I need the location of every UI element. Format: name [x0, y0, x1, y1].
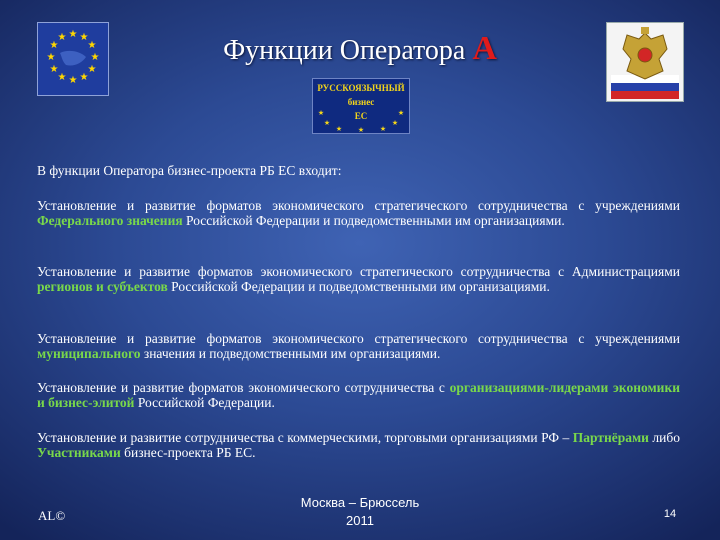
svg-text:★: ★ [87, 40, 97, 51]
intro-text: В функции Оператора бизнес-проекта РБ ЕС входит: [37, 163, 342, 178]
highlight-participants: Участниками [37, 445, 121, 460]
highlight-federal: Федерального значения [37, 213, 183, 228]
russian-emblem-icon [606, 22, 684, 102]
svg-text:★: ★ [49, 64, 59, 75]
title-main: Функции Оператора [223, 35, 466, 66]
page-number: 14 [663, 508, 677, 520]
svg-text:★: ★ [335, 125, 343, 133]
highlight-partners: Партнёрами [572, 430, 649, 445]
function-item-2: Установление и развитие форматов экономического стратегического сотрудничества с Администрациями регионов и субъектов Российской Федерации и подведомственными им организациями. [37, 264, 680, 294]
svg-text:★: ★ [357, 126, 365, 133]
svg-text:★: ★ [87, 64, 97, 75]
footer-location-year [260, 494, 460, 530]
highlight-municipal: муниципального [37, 346, 141, 361]
svg-text:★: ★ [90, 52, 100, 63]
highlight-regions: регионов и субъектов [37, 279, 168, 294]
footer-year: 2011 [346, 513, 374, 528]
russian-business-eu-logo [312, 78, 410, 134]
logo-line-2: бизнес [347, 97, 375, 107]
svg-text:★: ★ [57, 72, 67, 83]
svg-text:★: ★ [317, 109, 325, 117]
logo-line-3: ЕС [354, 111, 368, 121]
svg-text:★: ★ [391, 119, 399, 127]
svg-text:★: ★ [68, 29, 78, 40]
footer-author: AL© [38, 508, 66, 523]
svg-text:★: ★ [79, 32, 89, 43]
svg-text:★: ★ [379, 125, 387, 133]
svg-text:★: ★ [49, 40, 59, 51]
function-item-3: Установление и развитие форматов экономического стратегического сотрудничества с учреждениями муниципального значения и подведомственными им организациями. [37, 331, 680, 361]
footer-location: Москва – Брюссель [300, 495, 420, 510]
svg-text:★: ★ [57, 32, 67, 43]
svg-text:★: ★ [46, 52, 56, 63]
function-item-1: Установление и развитие форматов экономического стратегического сотрудничества с учреждениями Федерального значения Российской Федерации и подведомственными им организациями. [37, 198, 680, 228]
title-accent: A [472, 30, 497, 67]
svg-text:★: ★ [79, 72, 89, 83]
svg-text:★: ★ [397, 109, 405, 117]
function-item-4: Установление и развитие форматов экономического сотрудничества с организациями-лидерами экономики и бизнес-элитой Российской Федерации. [37, 380, 680, 410]
svg-text:★: ★ [323, 119, 331, 127]
logo-stars-icon [313, 79, 409, 133]
function-item-5: Установление и развитие сотрудничества с коммерческими, торговыми организациями РФ – Партнёрами либо Участниками бизнес-проекта РБ ЕС. [37, 430, 680, 460]
highlight-leaders: организациями-лидерами экономики и бизнес-элитой [37, 380, 680, 410]
logo-line-1: РУССКОЯЗЫЧНЫЙ [317, 83, 405, 93]
svg-text:★: ★ [68, 75, 78, 86]
